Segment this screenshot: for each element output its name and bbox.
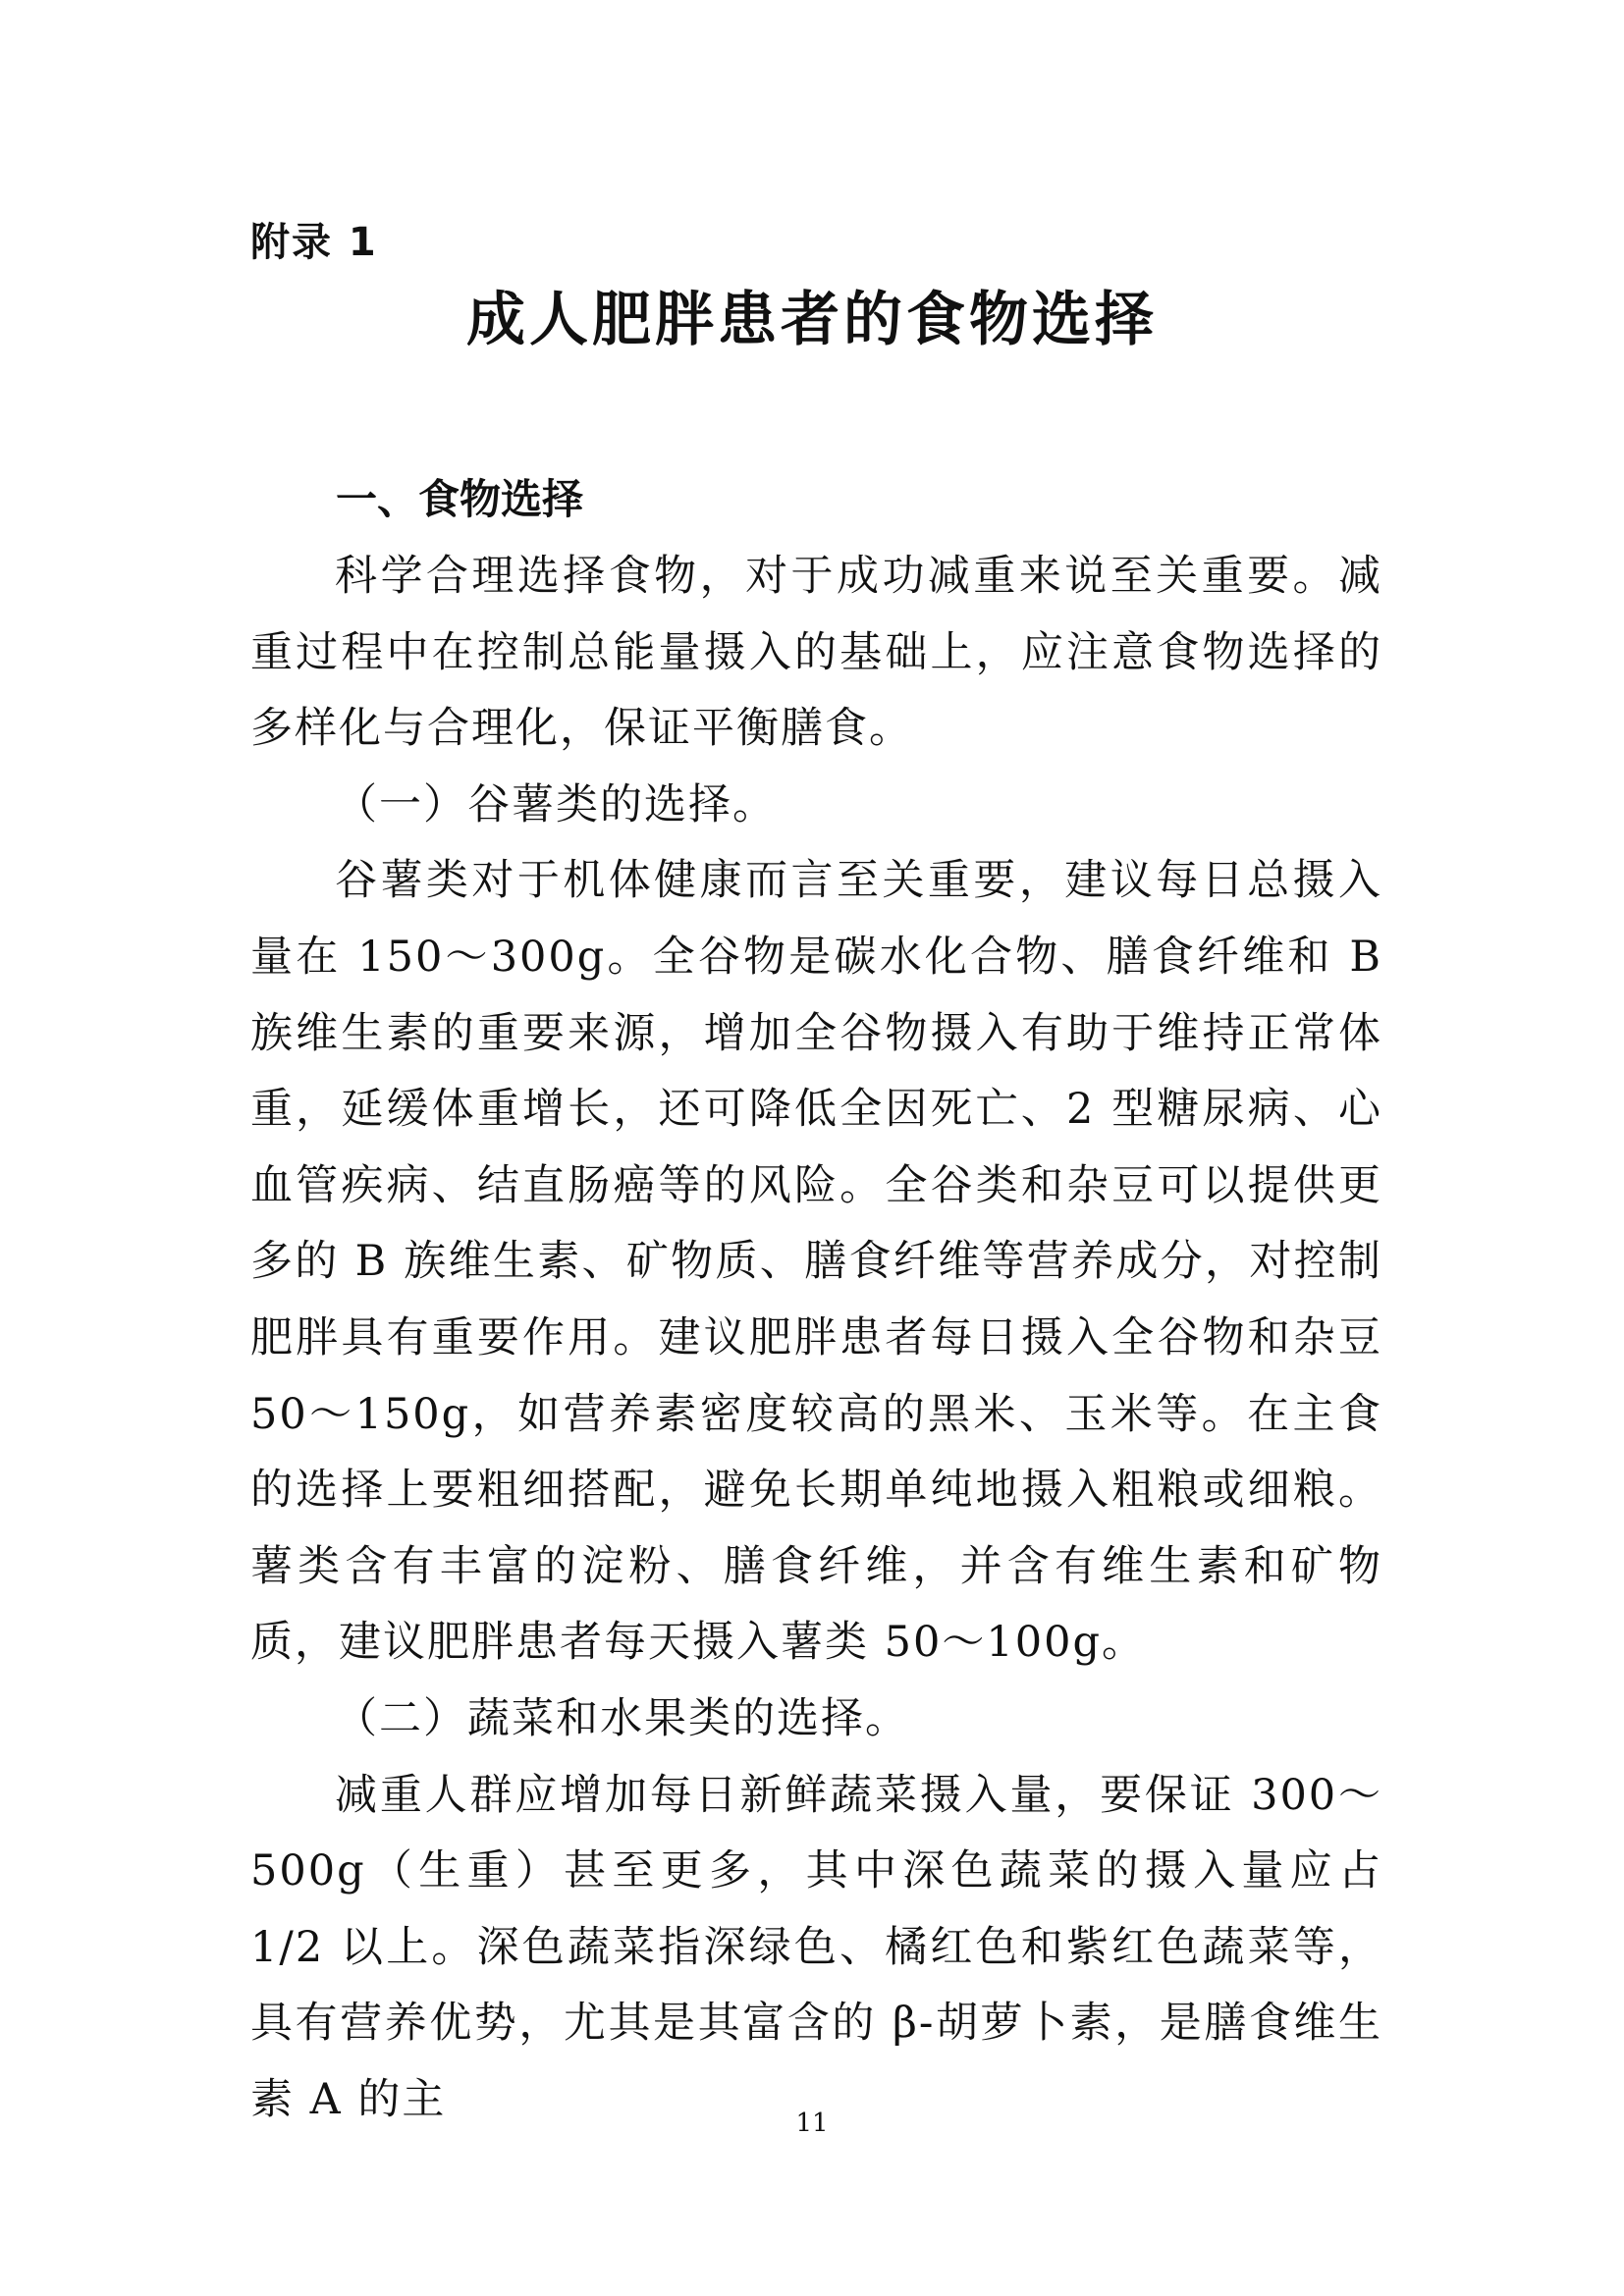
subsection-heading-vegetables-fruits: （二）蔬菜和水果类的选择。	[335, 1693, 909, 1743]
vegetables-paragraph: 减重人群应增加每日新鲜蔬菜摄入量，要保证 300～500g（生重）甚至更多，其中深色蔬菜的摄入量应占 1/2 以上。深色蔬菜指深绿色、橘红色和紫红色蔬菜等，具有营养优势，尤其是其富含的 β-胡萝卜素，是膳食维生素 A 的主	[250, 1770, 1382, 2124]
body-text	[250, 539, 1382, 2138]
document-title: 成人肥胖患者的食物选择	[466, 286, 1158, 354]
page-number: 11	[795, 2109, 829, 2138]
grains-paragraph: 谷薯类对于机体健康而言至关重要，建议每日总摄入量在 150～300g。全谷物是碳水化合物、膳食纤维和 B 族维生素的重要来源，增加全谷物摄入有助于维持正常体重，延缓体重增长，还可降低全因死亡、2 型糖尿病、心血管疾病、结直肠癌等的风险。全谷类和杂豆可以提供更多的 B 族维生素、矿物质、膳食纤维等营养成分，对控制肥胖具有重要作用。建议肥胖患者每日摄入全谷物和杂豆 50～150g，如营养素密度较高的黑米、玉米等。在主食的选择上要粗细搭配，避免长期单纯地摄入粗粮或细粮。薯类含有丰富的淀粉、膳食纤维，并含有维生素和矿物质，建议肥胖患者每天摄入薯类 50～100g。	[250, 856, 1382, 1668]
appendix-label: 附录 1	[250, 220, 378, 265]
intro-paragraph: 科学合理选择食物，对于成功减重来说至关重要。减重过程中在控制总能量摄入的基础上，应注意食物选择的多样化与合理化，保证平衡膳食。	[250, 552, 1382, 754]
section-heading: 一、食物选择	[336, 475, 584, 523]
subsection-heading-grains: （一）谷薯类的选择。	[335, 779, 777, 829]
